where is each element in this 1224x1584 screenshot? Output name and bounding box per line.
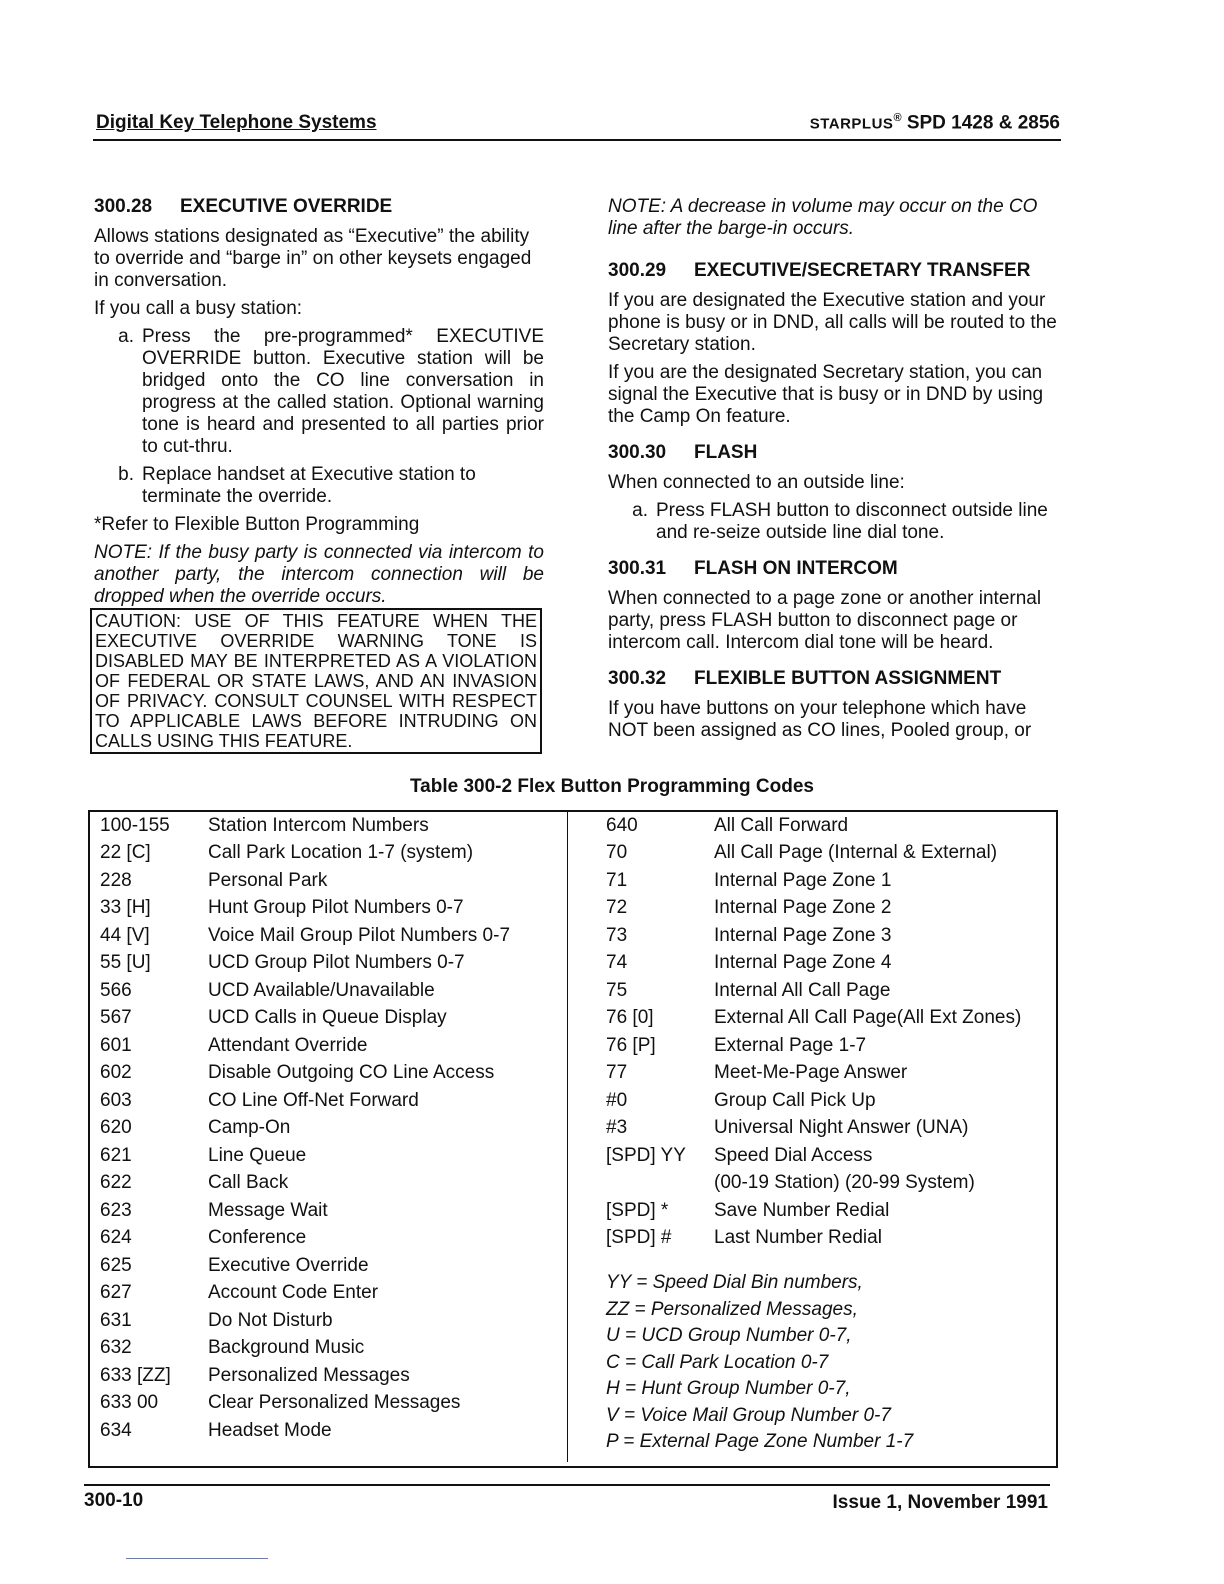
code-cell: 603 [100,1089,132,1111]
page-number: 300-10 [84,1490,144,1511]
paragraph: Allows stations designated as “Executive” the ability to override and “barge in” on other keysets engaged in conversation. [94,226,532,291]
list-item [94,326,544,458]
description-cell: Speed Dial Access [714,1144,873,1166]
code-cell: 627 [100,1282,132,1304]
section-title: FLASH ON INTERCOM [694,558,898,579]
description-cell: Internal Page Zone 1 [714,869,892,891]
table-row [100,1087,510,1115]
legend-note: U = UCD Group Number 0-7, [606,1325,852,1347]
footnote: *Refer to Flexible Button Programming [94,514,420,535]
table-row [606,922,1021,950]
code-cell: 623 [100,1199,132,1221]
code-cell: 22 [C] [100,842,151,864]
code-cell: 625 [100,1254,132,1276]
table-row [606,840,1021,868]
code-cell: 602 [100,1062,132,1084]
code-cell: 633 00 [100,1392,159,1414]
section-number: 300.30 [608,442,667,463]
code-cell: 601 [100,1034,132,1056]
caution-box: CAUTION: USE OF THIS FEATURE WHEN THE EXECUTIVE OVERRIDE WARNING TONE IS DISABLED MAY BE INTERPRETED AS A VIOLATION OF FEDERAL OR STATE LAWS, AND AN INVASION OF PRIVACY. CONSULT COUNSEL WITH RESPECT TO APPLICABLE LAWS BEFORE INTRUDING ON CALLS USING THIS FEATURE. [90,608,542,754]
table-row [606,1032,1021,1060]
paragraph: If you have buttons on your telephone which have NOT been assigned as CO lines, Pooled group, or [608,698,1032,741]
code-cell: 622 [100,1172,132,1194]
code-cell: 567 [100,1007,132,1029]
table-notes [606,1270,1021,1456]
table-row [100,1335,510,1363]
table-row [100,1197,510,1225]
table-row [100,867,510,895]
description-cell: UCD Available/Unavailable [208,979,435,1001]
code-cell: 620 [100,1117,132,1139]
note: NOTE: A decrease in volume may occur on the CO line after the barge-in occurs. [608,196,1038,239]
list-label: a. [118,326,134,347]
description-cell: Call Back [208,1172,289,1194]
table-row [100,1417,510,1445]
description-cell: Internal All Call Page [714,979,891,1001]
legend-note: YY = Speed Dial Bin numbers, [606,1272,863,1294]
table-row [606,867,1021,895]
description-cell: Executive Override [208,1254,369,1276]
description-cell: Meet-Me-Page Answer [714,1062,908,1084]
table-row [100,1142,510,1170]
description-cell: UCD Calls in Queue Display [208,1007,447,1029]
section-heading-flash-on-intercom [608,558,1058,580]
code-cell: 228 [100,869,132,891]
table-row [606,1087,1021,1115]
table-row [100,922,510,950]
table-row [606,1142,1021,1170]
table-row [606,895,1021,923]
code-cell: 72 [606,897,628,919]
description-cell: Station Intercom Numbers [208,814,429,836]
code-cell: 566 [100,979,132,1001]
description-cell: CO Line Off-Net Forward [208,1089,419,1111]
note: NOTE: If the busy party is connected via intercom to another party, the intercom connection will be dropped when the override occurs. [94,542,544,607]
section-heading-executive-secretary-transfer [608,260,1058,282]
description-cell: Group Call Pick Up [714,1089,876,1111]
description-cell: Clear Personalized Messages [208,1392,461,1414]
code-cell: #3 [606,1117,628,1139]
list-text: Replace handset at Executive station to terminate the override. [142,464,476,507]
section-number: 300.28 [94,196,153,217]
table-row [100,840,510,868]
description-cell: Internal Page Zone 2 [714,897,892,919]
table-row [100,950,510,978]
table-row [100,895,510,923]
table-row [606,1225,1021,1253]
model-name: SPD 1428 & 2856 [906,112,1060,134]
description-cell: Personal Park [208,869,328,891]
code-cell: 33 [H] [100,897,151,919]
table-row [100,1170,510,1198]
header-rule [93,139,1061,141]
header-product [810,112,1060,134]
code-cell: 621 [100,1144,132,1166]
paragraph: If you are designated the Executive station and your phone is busy or in DND, all calls will be routed to the Secretary station. [608,290,1057,355]
table-row [606,1060,1021,1088]
table-row [606,1170,1021,1198]
legend-note: C = Call Park Location 0-7 [606,1351,829,1373]
code-cell: 624 [100,1227,132,1249]
issue-date: Issue 1, November 1991 [832,1492,1048,1513]
code-cell: 70 [606,842,628,864]
table-row [606,1197,1021,1225]
code-cell: 631 [100,1309,132,1331]
table-row [606,950,1021,978]
description-cell: Last Number Redial [714,1227,882,1249]
table-row [100,1390,510,1418]
list-item [608,500,1058,544]
code-cell: 633 [ZZ] [100,1364,171,1386]
table-row [606,812,1021,840]
list-item [94,464,544,508]
description-cell: Message Wait [208,1199,328,1221]
table-column-divider [567,812,568,1462]
paragraph: If you call a busy station: [94,298,303,319]
footer-rule [84,1484,1050,1486]
section-number: 300.29 [608,260,667,281]
legend-note: P = External Page Zone Number 1-7 [606,1431,914,1453]
section-heading-executive-override [94,196,544,218]
legend-note: H = Hunt Group Number 0-7, [606,1378,851,1400]
description-cell: Camp-On [208,1117,291,1139]
section-heading-flash [608,442,1058,464]
code-cell: 75 [606,979,628,1001]
list-text: Press FLASH button to disconnect outside line and re-seize outside line dial tone. [656,500,1048,543]
table-row [100,1060,510,1088]
description-cell: Do Not Disturb [208,1309,333,1331]
description-cell: All Call Forward [714,814,849,836]
description-cell: Conference [208,1227,307,1249]
code-cell: 76 [0] [606,1007,654,1029]
section-title: EXECUTIVE/SECRETARY TRANSFER [694,260,1031,281]
section-title: EXECUTIVE OVERRIDE [180,196,393,217]
description-cell: External Page 1-7 [714,1034,867,1056]
description-cell: External All Call Page(All Ext Zones) [714,1007,1022,1029]
description-cell: Attendant Override [208,1034,368,1056]
code-cell: [SPD] * [606,1199,669,1221]
table-row [606,1115,1021,1143]
list-label: a. [632,500,648,521]
paragraph: If you are the designated Secretary station, you can signal the Executive that is busy or in DND by using the Camp On feature. [608,362,1044,427]
table-row [100,1307,510,1335]
table-row [100,812,510,840]
legend-note: ZZ = Personalized Messages, [606,1298,858,1320]
table-row [100,1225,510,1253]
code-cell: 74 [606,952,628,974]
description-cell: Account Code Enter [208,1282,379,1304]
code-cell: 71 [606,869,628,891]
section-number: 300.32 [608,668,667,689]
registered-mark: ® [893,112,902,124]
paragraph: When connected to an outside line: [608,472,905,493]
table-row [100,1115,510,1143]
code-cell: [SPD] # [606,1227,672,1249]
code-cell: 632 [100,1337,132,1359]
description-cell: Headset Mode [208,1419,332,1441]
code-cell: 73 [606,924,628,946]
code-cell: 640 [606,814,638,836]
table-right-rows [606,812,1021,1252]
description-cell: Call Park Location 1-7 (system) [208,842,474,864]
description-cell: Universal Night Answer (UNA) [714,1117,969,1139]
code-cell: 44 [V] [100,924,150,946]
header-title: Digital Key Telephone Systems [96,112,377,133]
section-heading-flexible-button-assignment [608,668,1058,690]
code-cell: 77 [606,1062,628,1084]
legend-note: V = Voice Mail Group Number 0-7 [606,1404,891,1426]
decorative-line [126,1558,268,1559]
description-cell: Disable Outgoing CO Line Access [208,1062,495,1084]
section-number: 300.31 [608,558,667,579]
description-cell: Internal Page Zone 3 [714,924,892,946]
right-column [608,196,1058,748]
table-right-column [606,812,1021,1456]
table-row [100,1005,510,1033]
section-title: FLEXIBLE BUTTON ASSIGNMENT [694,668,1002,689]
list-text: Press the pre-programmed* EXECUTIVE OVERRIDE button. Executive station will be bridged onto the CO line conversation in progress at the called station. Optional warning tone is heard and presented to all parties prior to cut-thru. [142,326,544,457]
code-cell: 100-155 [100,814,170,836]
table-row [100,1280,510,1308]
description-cell: Save Number Redial [714,1199,890,1221]
brand-name: STARPLUS [809,115,894,133]
code-cell: [SPD] YY [606,1144,686,1166]
description-cell: UCD Group Pilot Numbers 0-7 [208,952,465,974]
code-cell: 76 [P] [606,1034,656,1056]
description-cell: Voice Mail Group Pilot Numbers 0-7 [208,924,511,946]
table-row [100,1032,510,1060]
paragraph: When connected to a page zone or another internal party, press FLASH button to disconnect page or intercom call. Intercom dial tone will be heard. [608,588,1042,653]
list-label: b. [118,464,134,485]
table-row [100,1252,510,1280]
code-cell: #0 [606,1089,628,1111]
table-left-column [100,812,510,1445]
code-cell: 634 [100,1419,132,1441]
description-cell: (00-19 Station) (20-99 System) [714,1172,975,1194]
table-row [606,1005,1021,1033]
description-cell: All Call Page (Internal & External) [714,842,998,864]
description-cell: Personalized Messages [208,1364,410,1386]
description-cell: Hunt Group Pilot Numbers 0-7 [208,897,464,919]
left-column [94,196,544,754]
description-cell: Line Queue [208,1144,307,1166]
description-cell: Background Music [208,1337,365,1359]
table-row [100,1362,510,1390]
description-cell: Internal Page Zone 4 [714,952,892,974]
code-cell: 55 [U] [100,952,151,974]
table-row [100,977,510,1005]
steps-list [94,326,544,508]
table-row [606,977,1021,1005]
section-title: FLASH [694,442,758,463]
table-title: Table 300-2 Flex Button Programming Codes [409,776,814,797]
